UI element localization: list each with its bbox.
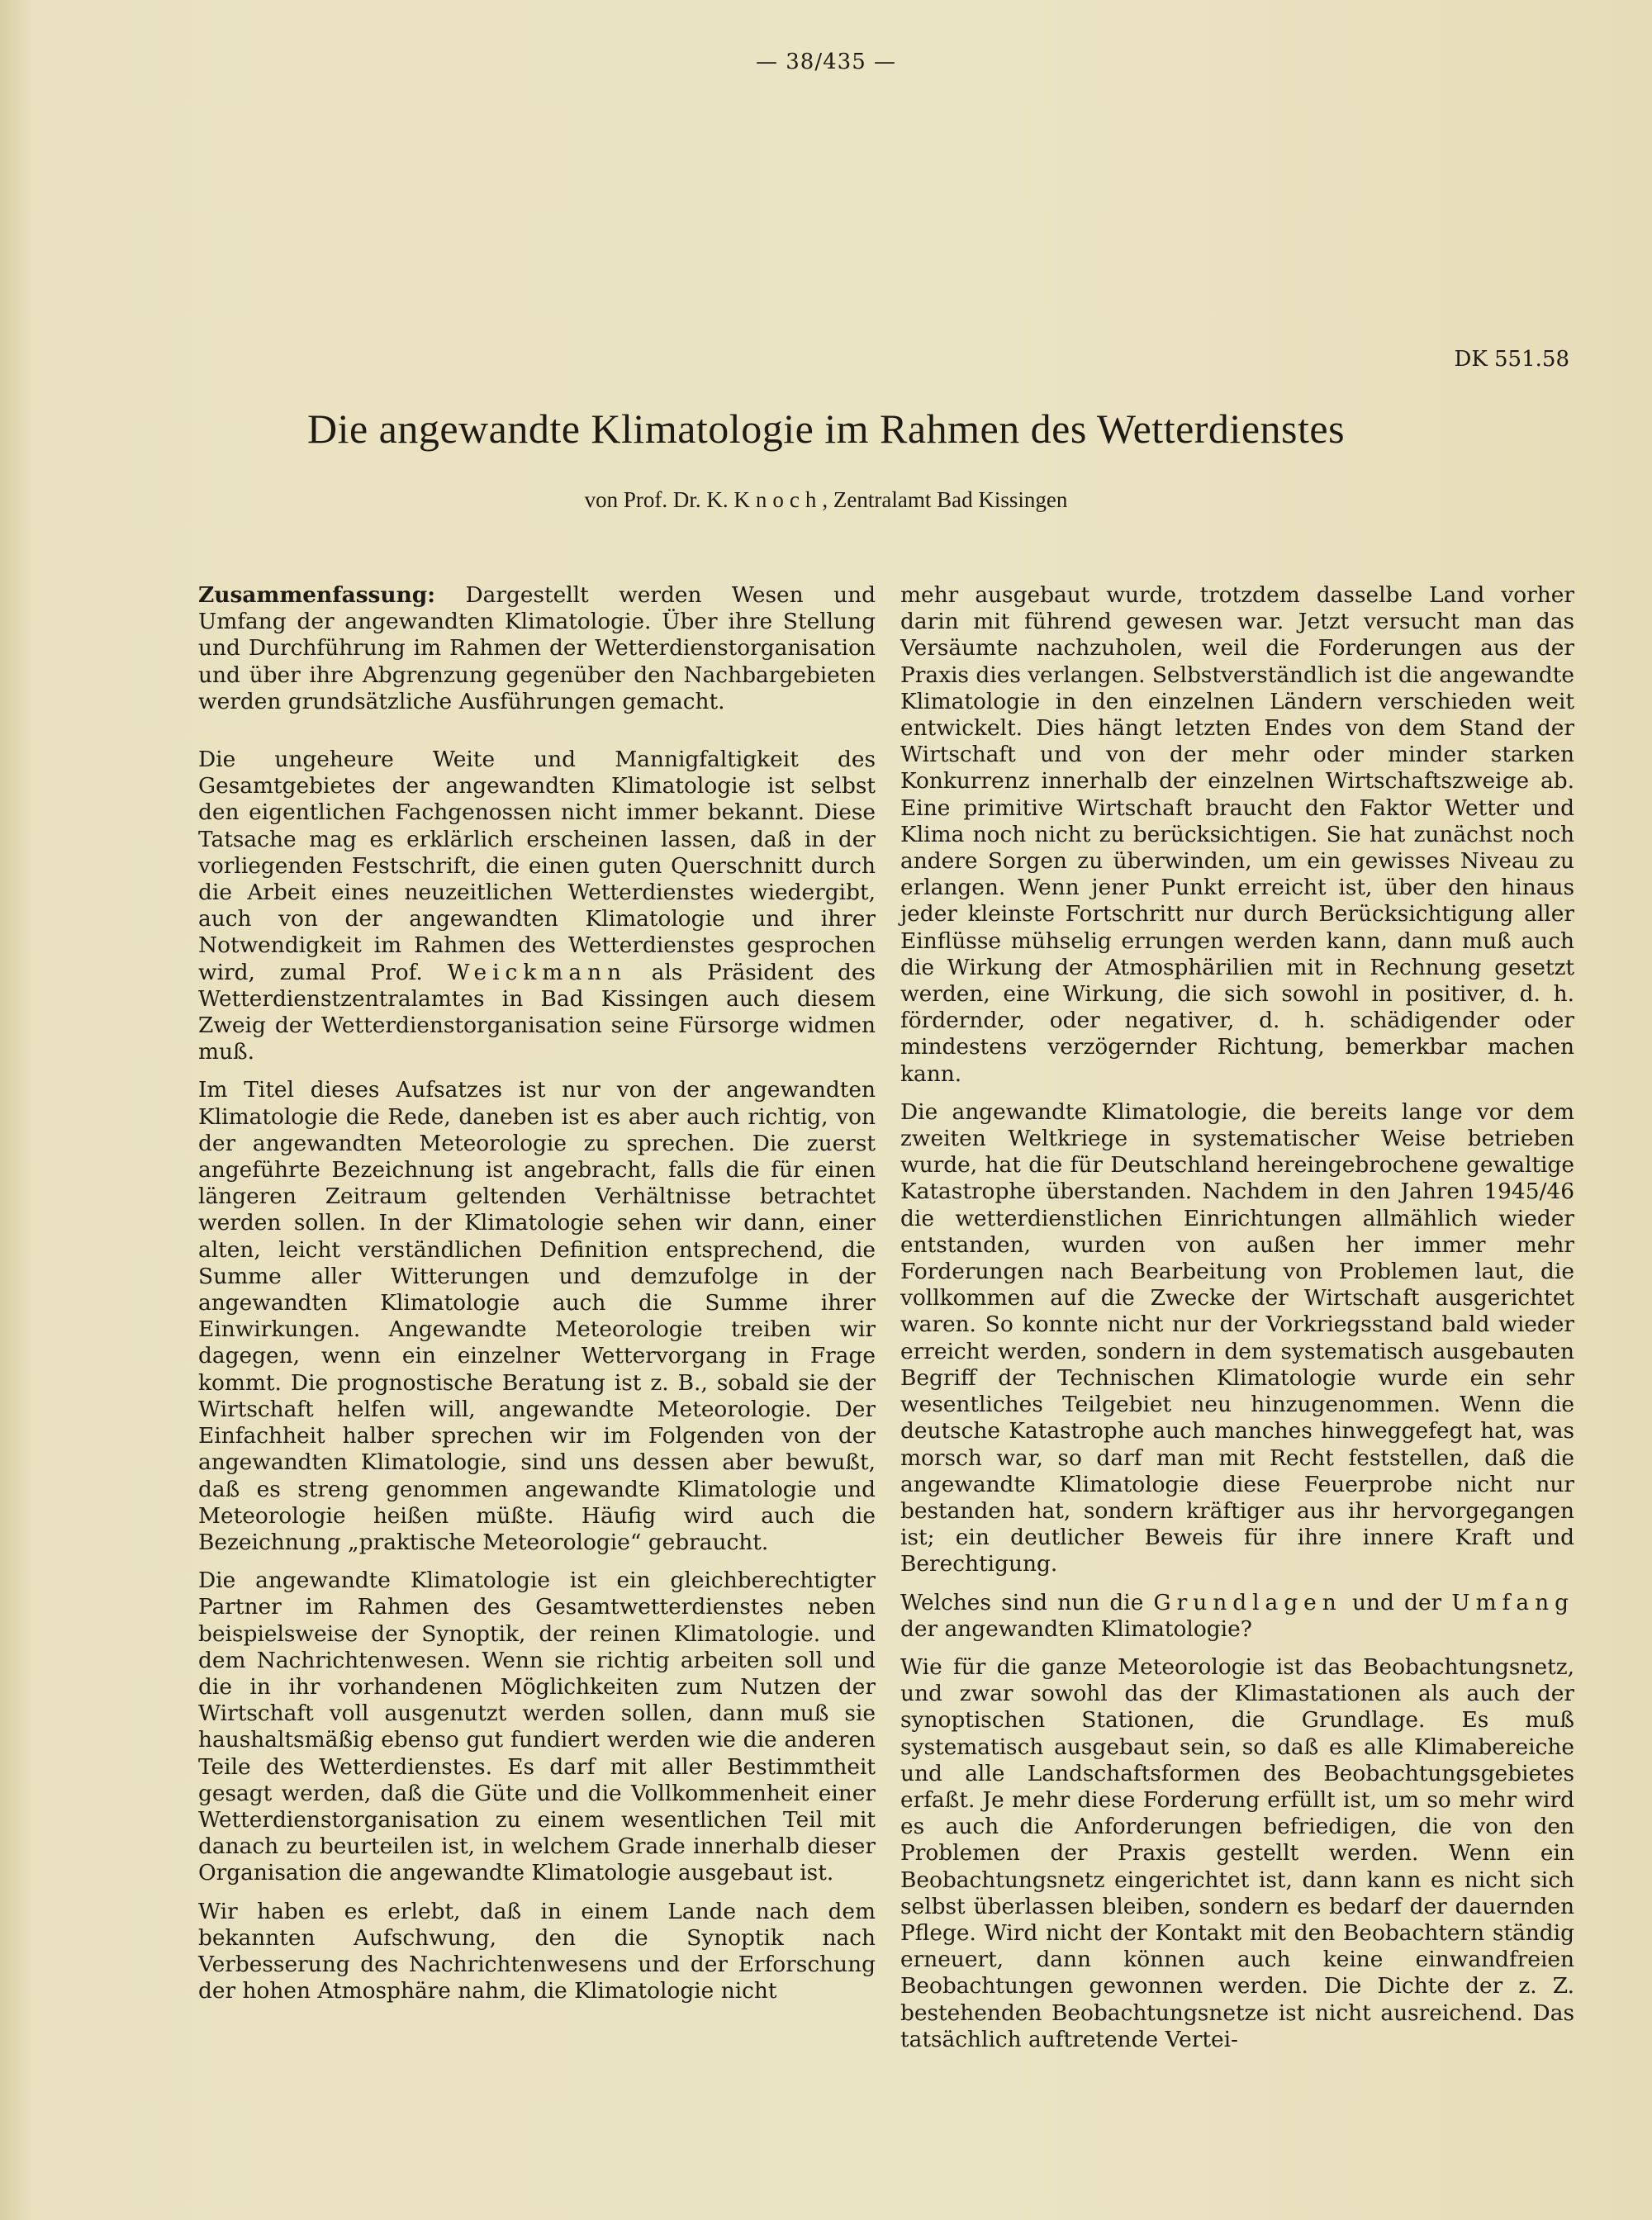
person-name: Weickmann: [447, 959, 628, 985]
byline-prefix: von Prof. Dr. K.: [584, 487, 729, 512]
emphasis-word: Umfang: [1451, 1589, 1575, 1615]
page-number: — 38/435 —: [756, 50, 896, 74]
emphasis-word: Grundlagen: [1153, 1589, 1342, 1615]
paragraph: [900, 1590, 1574, 1643]
paragraph: Die angewandte Klimatologie, die bereits lange vor dem zweiten Weltkriege in systematischer Weise betrieben wurde, hat die für Deutschland hereingebrochene gewaltige Katastrophe überstanden. Nachdem in den Jahren 1945/46 die wetterdienstlichen Einrichtungen allmählich wieder entstanden, wurden von außen her immer mehr Forderungen nach Bearbeitung von Problemen laut, die vollkommen auf die Zwecke der Wirtschaft ausgerichtet waren. So konnte nicht nur der Vorkriegsstand bald wieder erreicht werden, sondern in dem systematisch ausgebauten Begriff der Technischen Klimatologie wurde ein sehr wesentliches Teilgebiet neu hinzugenommen. Wenn die deutsche Katastrophe auch manches hinweggefegt hat, was morsch war, so darf man mit Recht feststellen, daß die angewandte Klimatologie diese Feuerprobe nicht nur bestanden hat, sondern kräftiger aus ihr hervorgegangen ist; ein deutlicher Beweis für ihre innere Kraft und Berechtigung.: [900, 1098, 1574, 1577]
dk-classification: DK 551.58: [1454, 347, 1569, 372]
paragraph: Im Titel dieses Aufsatzes ist nur von der angewandten Klimatologie die Rede, daneben ist es aber auch richtig, von der angewandten Meteorologie zu sprechen. Die zuerst angeführte Bezeichnung ist angebracht, falls die für einen längeren Zeitraum geltenden Verhältnisse betrachtet werden sollen. In der Klimatologie sehen wir dann, einer alten, leicht verständlichen Definition entsprechend, die Summe aller Witterungen und demzufolge in der angewandten Klimatologie auch die Summe ihrer Einwirkungen. Angewandte Meteorologie treiben wir dagegen, wenn ein einzelner Wettervorgang in Frage kommt. Die prognostische Beratung ist z. B., sobald sie der Wirtschaft helfen will, angewandte Meteorologie. Der Einfachheit halber sprechen wir im Folgenden von der angewandten Klimatologie, sind uns dessen aber bewußt, daß es streng genommen angewandte Klimatologie und Meteorologie heißen müßte. Häufig wird auch die Bezeichnung „praktische Meteorologie“ gebraucht.: [198, 1077, 876, 1555]
abstract-text: Dargestellt werden Wesen und Umfang der angewandten Klimatologie. Über ihre Stellung und Durchführung im Rahmen der Wetterdienstorganisation und über ihre Abgrenzung gegenüber den Nachbargebieten werden grundsätzliche Ausführungen gemacht.: [198, 582, 876, 714]
paragraph: [198, 747, 876, 1065]
left-column: [198, 582, 876, 2016]
paragraph-text: der angewandten Klimatologie?: [900, 1615, 1252, 1642]
byline-affiliation: , Zentralamt Bad Kissingen: [822, 487, 1068, 512]
paragraph-text: Die ungeheure Weite und Mannigfaltigkeit des Gesamtgebietes der angewandten Klimatologie ist selbst den eigentlichen Fachgenossen nicht immer bekannt. Diese Tatsache mag es erklärlich erscheinen lassen, daß in der vorliegenden Festschrift, die einen guten Querschnitt durch die Arbeit eines neuzeitlichen Wetterdienstes wiedergibt, auch von der angewandten Klimatologie und ihrer Notwendigkeit im Rahmen des Wetterdienstes gesprochen wird, zumal Prof.: [198, 747, 876, 985]
paragraph: Wir haben es erlebt, daß in einem Lande nach dem bekannten Aufschwung, den die Synoptik nach Verbesserung des Nachrichtenwesens und der Erforschung der hohen Atmosphäre nahm, die Klimatologie nicht: [198, 1898, 876, 2004]
byline: [0, 487, 1652, 513]
paragraph-text: und der: [1351, 1589, 1442, 1615]
paragraph-text: Welches sind nun die: [900, 1589, 1144, 1615]
article-title: Die angewandte Klimatologie im Rahmen des Wetterdienstes: [306, 406, 1346, 452]
paragraph: mehr ausgebaut wurde, trotzdem dasselbe Land vorher darin mit führend gewesen war. Jetzt versucht man das Versäumte nachzuholen, weil die Forderungen aus der Praxis dies verlangen. Selbstverständlich ist die angewandte Klimatologie in den einzelnen Ländern verschieden weit entwickelt. Dies hängt letzten Endes von dem Stand der Wirtschaft und von der mehr oder minder starken Konkurrenz innerhalb der einzelnen Wirtschaftszweige ab. Eine primitive Wirtschaft braucht den Faktor Wetter und Klima noch nicht zu berücksichtigen. Sie hat zunächst noch andere Sorgen zu überwinden, um ein gewisses Niveau zu erlangen. Wenn jener Punkt erreicht ist, über den hinaus jeder kleinste Fortschritt nur durch Berücksichtigung aller Einflüsse mühselig errungen werden kann, dann muß auch die Wirkung der Atmosphärilien mit in Rechnung gesetzt werden, eine Wirkung, die sich sowohl in positiver, d. h. fördernder, oder negativer, d. h. schädigender oder mindestens verzögernder Richtung, bemerkbar machen kann.: [900, 582, 1574, 1087]
paragraph: Die angewandte Klimatologie ist ein gleichberechtigter Partner im Rahmen des Gesamtwetterdienstes neben beispielsweise der Synoptik, der reinen Klimatologie. und dem Nachrichtenwesen. Wenn sie richtig arbeiten soll und die in ihr vorhandenen Möglichkeiten zum Nutzen der Wirtschaft voll ausgenutzt werden sollen, dann muß sie haushaltsmäßig ebenso gut fundiert werden wie die anderen Teile des Wetterdienstes. Es darf mit aller Bestimmtheit gesagt werden, daß die Güte und die Vollkommenheit einer Wetterdienstorganisation zu einem wesentlichen Teil mit danach zu beurteilen ist, in welchem Grade innerhalb dieser Organisation die angewandte Klimatologie ausgebaut ist.: [198, 1568, 876, 1886]
paragraph-text: als Präsident des Wetterdienstzentralamtes in Bad Kissingen auch diesem Zweig der Wetterdienstorganisation seine Fürsorge widmen muß.: [198, 959, 876, 1065]
right-column: [900, 582, 1574, 2065]
abstract: [198, 582, 876, 715]
abstract-label: Zusammenfassung:: [198, 582, 435, 608]
paragraph: Wie für die ganze Meteorologie ist das Beobachtungsnetz, und zwar sowohl das der Klimastationen als auch der synoptischen Stationen, die Grundlage. Es muß systematisch ausgebaut sein, so daß es alle Klimabereiche und alle Landschaftsformen des Beobachtungsgebietes erfaßt. Je mehr diese Forderung erfüllt ist, um so mehr wird es auch die Anforderungen befriedigen, die von den Problemen der Praxis gestellt werden. Wenn ein Beobachtungsnetz eingerichtet ist, dann kann es nicht sich selbst überlassen bleiben, sondern es bedarf der dauernden Pflege. Wird nicht der Kontakt mit den Beobachtern ständig erneuert, dann können auch keine einwandfreien Beobachtungen gewonnen werden. Die Dichte der z. Z. bestehenden Beobachtungsnetze ist nicht ausreichend. Das tatsächlich auftretende Vertei-: [900, 1653, 1574, 2052]
author-name: Knoch: [733, 487, 823, 512]
